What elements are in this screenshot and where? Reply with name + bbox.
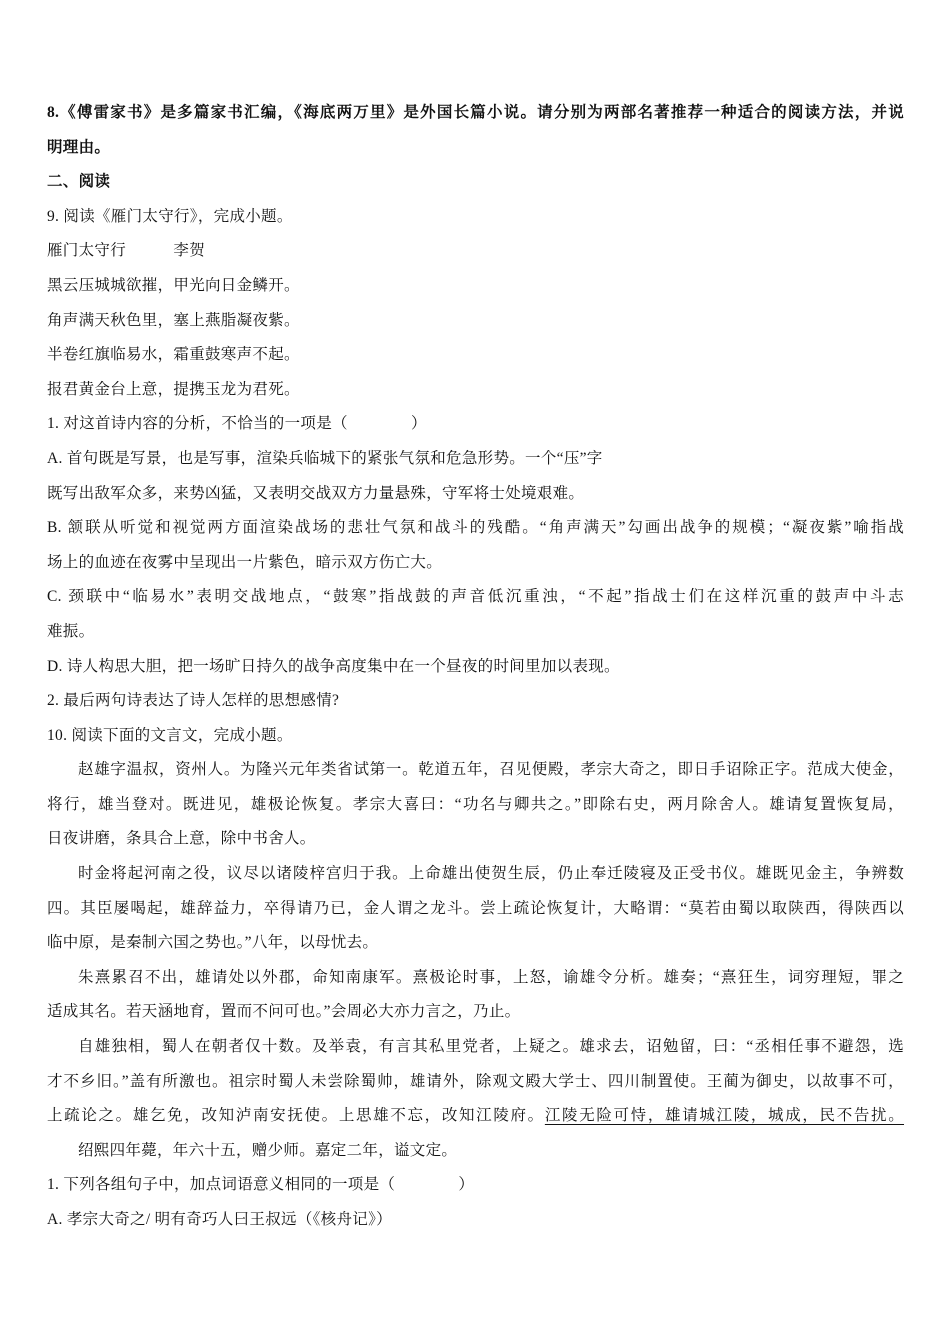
text-line: [47, 650, 904, 685]
text-line: [47, 131, 904, 166]
text-line: [47, 1099, 904, 1134]
text-line: [47, 857, 904, 892]
text-segment: C. 颈联中“临易水”表明交战地点，“鼓寒”指战鼓的声音低沉重浊，“不起”指战士们在这样沉重的鼓声中斗志: [47, 588, 904, 606]
text-line: [47, 1203, 904, 1238]
document-body: [47, 96, 904, 1238]
text-segment: 自雄独相，蜀人在朝者仅十数。及举袁，有言其私里党者，上疑之。雄求去，诏勉留，曰：“丞相任事不避怨，选: [78, 1038, 904, 1056]
text-segment: 赵雄字温叔，资州人。为隆兴元年类省试第一。乾道五年，召见便殿，孝宗大奇之，即日手诏除正字。范成大使金，: [78, 761, 904, 779]
text-line: [47, 580, 904, 615]
text-line: [47, 1168, 904, 1203]
text-segment: 8.《傅雷家书》是多篇家书汇编，《海底两万里》是外国长篇小说。请分别为两部名著推荐一种适合的阅读方法，并说: [47, 104, 904, 121]
text-line: [47, 200, 904, 235]
text-segment: D. 诗人构思大胆，把一场旷日持久的战争高度集中在一个昼夜的时间里加以表现。: [47, 657, 620, 675]
text-segment: 上疏论之。雄乞免，改知泸南安抚使。上思雄不忘，改知江陵府。: [47, 1107, 545, 1125]
text-segment: 10. 阅读下面的文言文，完成小题。: [47, 726, 293, 744]
text-line: [47, 269, 904, 304]
text-line: [47, 304, 904, 339]
text-line: [47, 788, 904, 823]
underlined-text-segment: 江陵无险可恃，雄请城江陵，城成，民不告扰。: [544, 1107, 905, 1125]
text-segment: 半卷红旗临易水，霜重鼓寒声不起。: [47, 346, 300, 364]
text-segment: 2. 最后两句诗表达了诗人怎样的思想感情?: [47, 692, 340, 710]
text-segment: A. 首句既是写景，也是写事，渲染兵临城下的紧张气氛和危急形势。一个“压”字: [47, 449, 603, 467]
text-segment: 朱熹累召不出，雄请处以外郡，命知南康军。熹极论时事，上怒，谕雄令分析。雄奏；“熹狂生，词穷理短，罪之: [78, 968, 904, 986]
text-line: [47, 684, 904, 719]
text-line: [47, 511, 904, 546]
text-segment: 既写出敌军众多，来势凶猛，又表明交战双方力量悬殊，守军将士处境艰难。: [47, 484, 585, 502]
text-segment: 场上的血迹在夜雾中呈现出一片紫色，暗示双方伤亡大。: [47, 553, 443, 571]
text-line: [47, 961, 904, 996]
text-line: [47, 546, 904, 581]
text-line: [47, 338, 904, 373]
text-segment: 难振。: [47, 622, 95, 640]
text-line: [47, 926, 904, 961]
text-segment: 雁门太守行 李贺: [47, 242, 206, 260]
text-segment: 9. 阅读《雁门太守行》，完成小题。: [47, 207, 293, 225]
text-line: [47, 615, 904, 650]
text-segment: 绍熙四年薨，年六十五，赠少师。嘉定二年，谥文定。: [78, 1141, 458, 1159]
text-segment: 日夜讲磨，条具合上意，除中书舍人。: [47, 830, 316, 848]
text-segment: 1. 对这首诗内容的分析，不恰当的一项是（ ）: [47, 415, 427, 433]
text-line: [47, 1065, 904, 1100]
text-segment: 才不乡旧。”盖有所激也。祖宗时蜀人未尝除蜀帅，雄请外，除观文殿大学士、四川制置使。王蔺为御史，以故事不可，: [47, 1072, 904, 1090]
text-segment: 适成其名。若天涵地育，置而不问可也。”会周必大亦力言之，乃止。: [47, 1003, 521, 1021]
text-segment: 明理由。: [47, 138, 111, 156]
text-line: [47, 477, 904, 512]
text-segment: 报君黄金台上意，提携玉龙为君死。: [47, 380, 300, 398]
text-segment: 黑云压城城欲摧，甲光向日金鳞开。: [47, 276, 300, 294]
text-line: [47, 96, 904, 131]
text-line: [47, 822, 904, 857]
text-line: [47, 165, 904, 200]
text-segment: 角声满天秋色里，塞上燕脂凝夜紫。: [47, 311, 300, 329]
text-segment: B. 颔联从听觉和视觉两方面渲染战场的悲壮气氛和战斗的残酷。“角声满天”勾画出战争的规模；“凝夜紫”喻指战: [47, 519, 904, 537]
text-segment: 二、阅读: [47, 173, 111, 191]
text-line: [47, 442, 904, 477]
text-line: [47, 995, 904, 1030]
text-line: [47, 1030, 904, 1065]
text-line: [47, 373, 904, 408]
text-segment: 1. 下列各组句子中，加点词语意义相同的一项是（ ）: [47, 1176, 475, 1194]
text-line: [47, 892, 904, 927]
text-line: [47, 234, 904, 269]
text-segment: 将行，雄当登对。既进见，雄极论恢复。孝宗大喜曰：“功名与卿共之。”即除右史，两月除舍人。雄请复置恢复局，: [47, 795, 904, 813]
text-segment: 四。其臣屡喝起，雄辞益力，卒得请乃已，金人谓之龙斗。尝上疏论恢复计，大略谓：“莫若由蜀以取陕西，得陕西以: [47, 899, 904, 917]
text-segment: 临中原，是秦制六国之势也。”八年，以母忧去。: [47, 934, 379, 952]
text-segment: 时金将起河南之役，议尽以诸陵梓宫归于我。上命雄出使贺生辰，仍止奉迁陵寝及正受书仪。雄既见金主，争辨数: [78, 865, 904, 883]
text-line: [47, 753, 904, 788]
text-segment: A. 孝宗大奇之/ 明有奇巧人曰王叔远（《核舟记》）: [47, 1211, 392, 1228]
text-line: [47, 407, 904, 442]
text-line: [47, 1134, 904, 1169]
text-line: [47, 719, 904, 754]
